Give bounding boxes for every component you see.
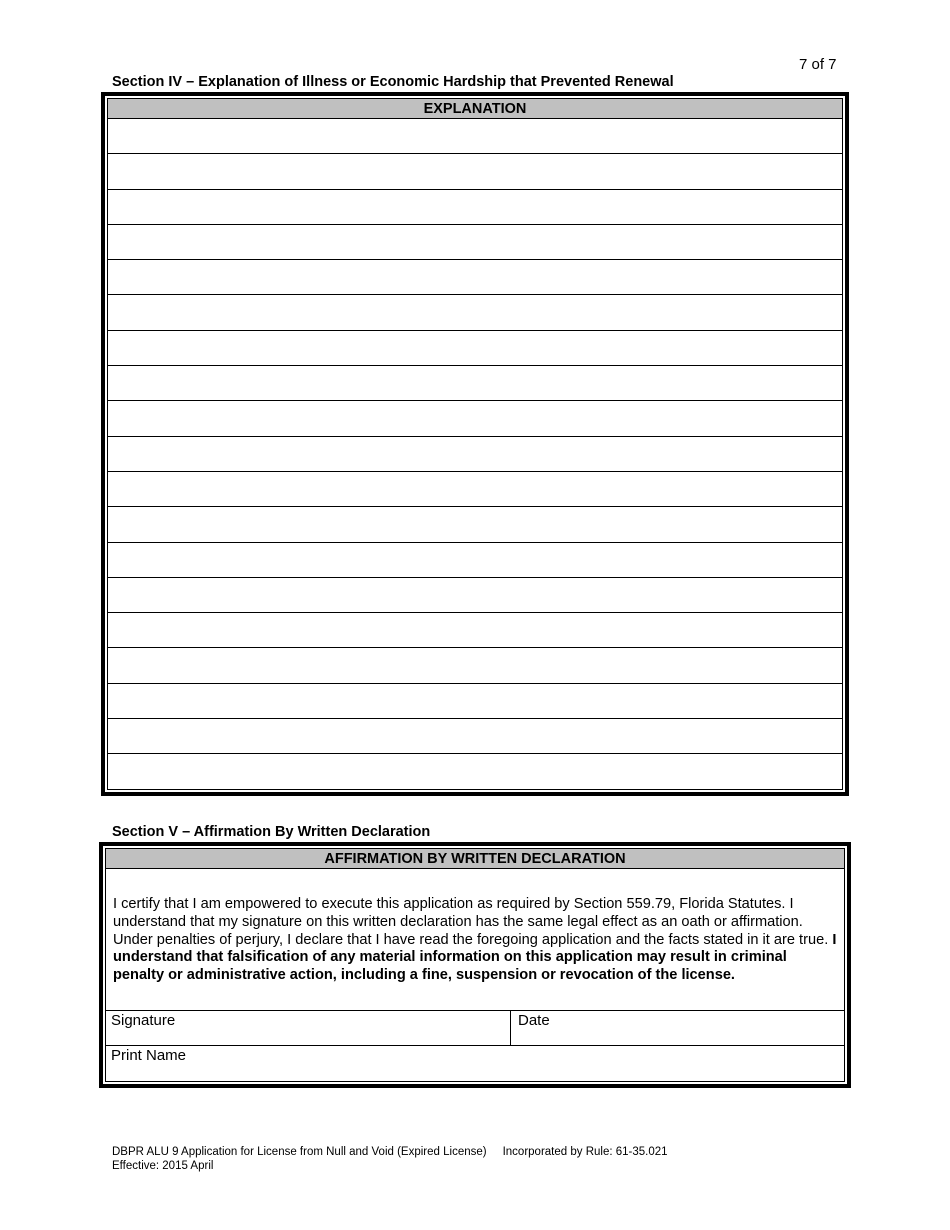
explanation-line[interactable] xyxy=(108,437,842,472)
affirmation-paragraph xyxy=(106,869,844,1011)
explanation-line[interactable] xyxy=(108,331,842,366)
explanation-line[interactable] xyxy=(108,507,842,542)
explanation-line[interactable] xyxy=(108,401,842,436)
page-number: 7 of 7 xyxy=(799,56,837,73)
affirmation-text-bold: I understand that falsification of any material information on this application may result in criminal penalty or administrative action, including a fine, suspension or revocation of the license. xyxy=(113,931,837,984)
footer-effective: Effective: 2015 April xyxy=(112,1160,214,1172)
explanation-line[interactable] xyxy=(108,719,842,754)
footer xyxy=(112,1145,668,1173)
signature-field[interactable]: Signature xyxy=(106,1011,511,1045)
footer-rule: Incorporated by Rule: 61-35.021 xyxy=(502,1146,668,1158)
explanation-line[interactable] xyxy=(108,154,842,189)
section-v-heading: Section V – Affirmation By Written Declaration xyxy=(112,824,431,840)
footer-form-title: DBPR ALU 9 Application for License from Null and Void (Expired License) xyxy=(112,1146,487,1158)
explanation-line[interactable] xyxy=(108,754,842,789)
explanation-line[interactable] xyxy=(108,613,842,648)
explanation-line[interactable] xyxy=(108,578,842,613)
explanation-line[interactable] xyxy=(108,295,842,330)
explanation-line[interactable] xyxy=(108,543,842,578)
explanation-table-header: EXPLANATION xyxy=(108,99,842,119)
explanation-line[interactable] xyxy=(108,190,842,225)
print-name-field[interactable]: Print Name xyxy=(111,1047,187,1064)
explanation-line[interactable] xyxy=(108,472,842,507)
explanation-line[interactable] xyxy=(108,225,842,260)
section-iv-heading: Section IV – Explanation of Illness or Economic Hardship that Prevented Renewal xyxy=(112,74,674,90)
explanation-line[interactable] xyxy=(108,366,842,401)
signature-row xyxy=(106,1011,844,1046)
explanation-line[interactable] xyxy=(108,260,842,295)
explanation-line[interactable] xyxy=(108,648,842,683)
affirmation-text-plain: I certify that I am empowered to execute this application as required by Section 559.79, Florida Statutes. I understand that my signature on this written declaration has the same legal effect as an oath or affirmation. Under penalties of perjury, I declare that I have read the foregoing application and the facts stated in it are true. xyxy=(113,896,833,948)
explanation-table xyxy=(101,92,849,796)
affirmation-table xyxy=(99,842,851,1088)
date-field[interactable]: Date xyxy=(518,1012,550,1029)
explanation-line[interactable] xyxy=(108,684,842,719)
explanation-line[interactable] xyxy=(108,119,842,154)
affirmation-table-header: AFFIRMATION BY WRITTEN DECLARATION xyxy=(106,849,844,869)
explanation-lines xyxy=(108,119,842,790)
